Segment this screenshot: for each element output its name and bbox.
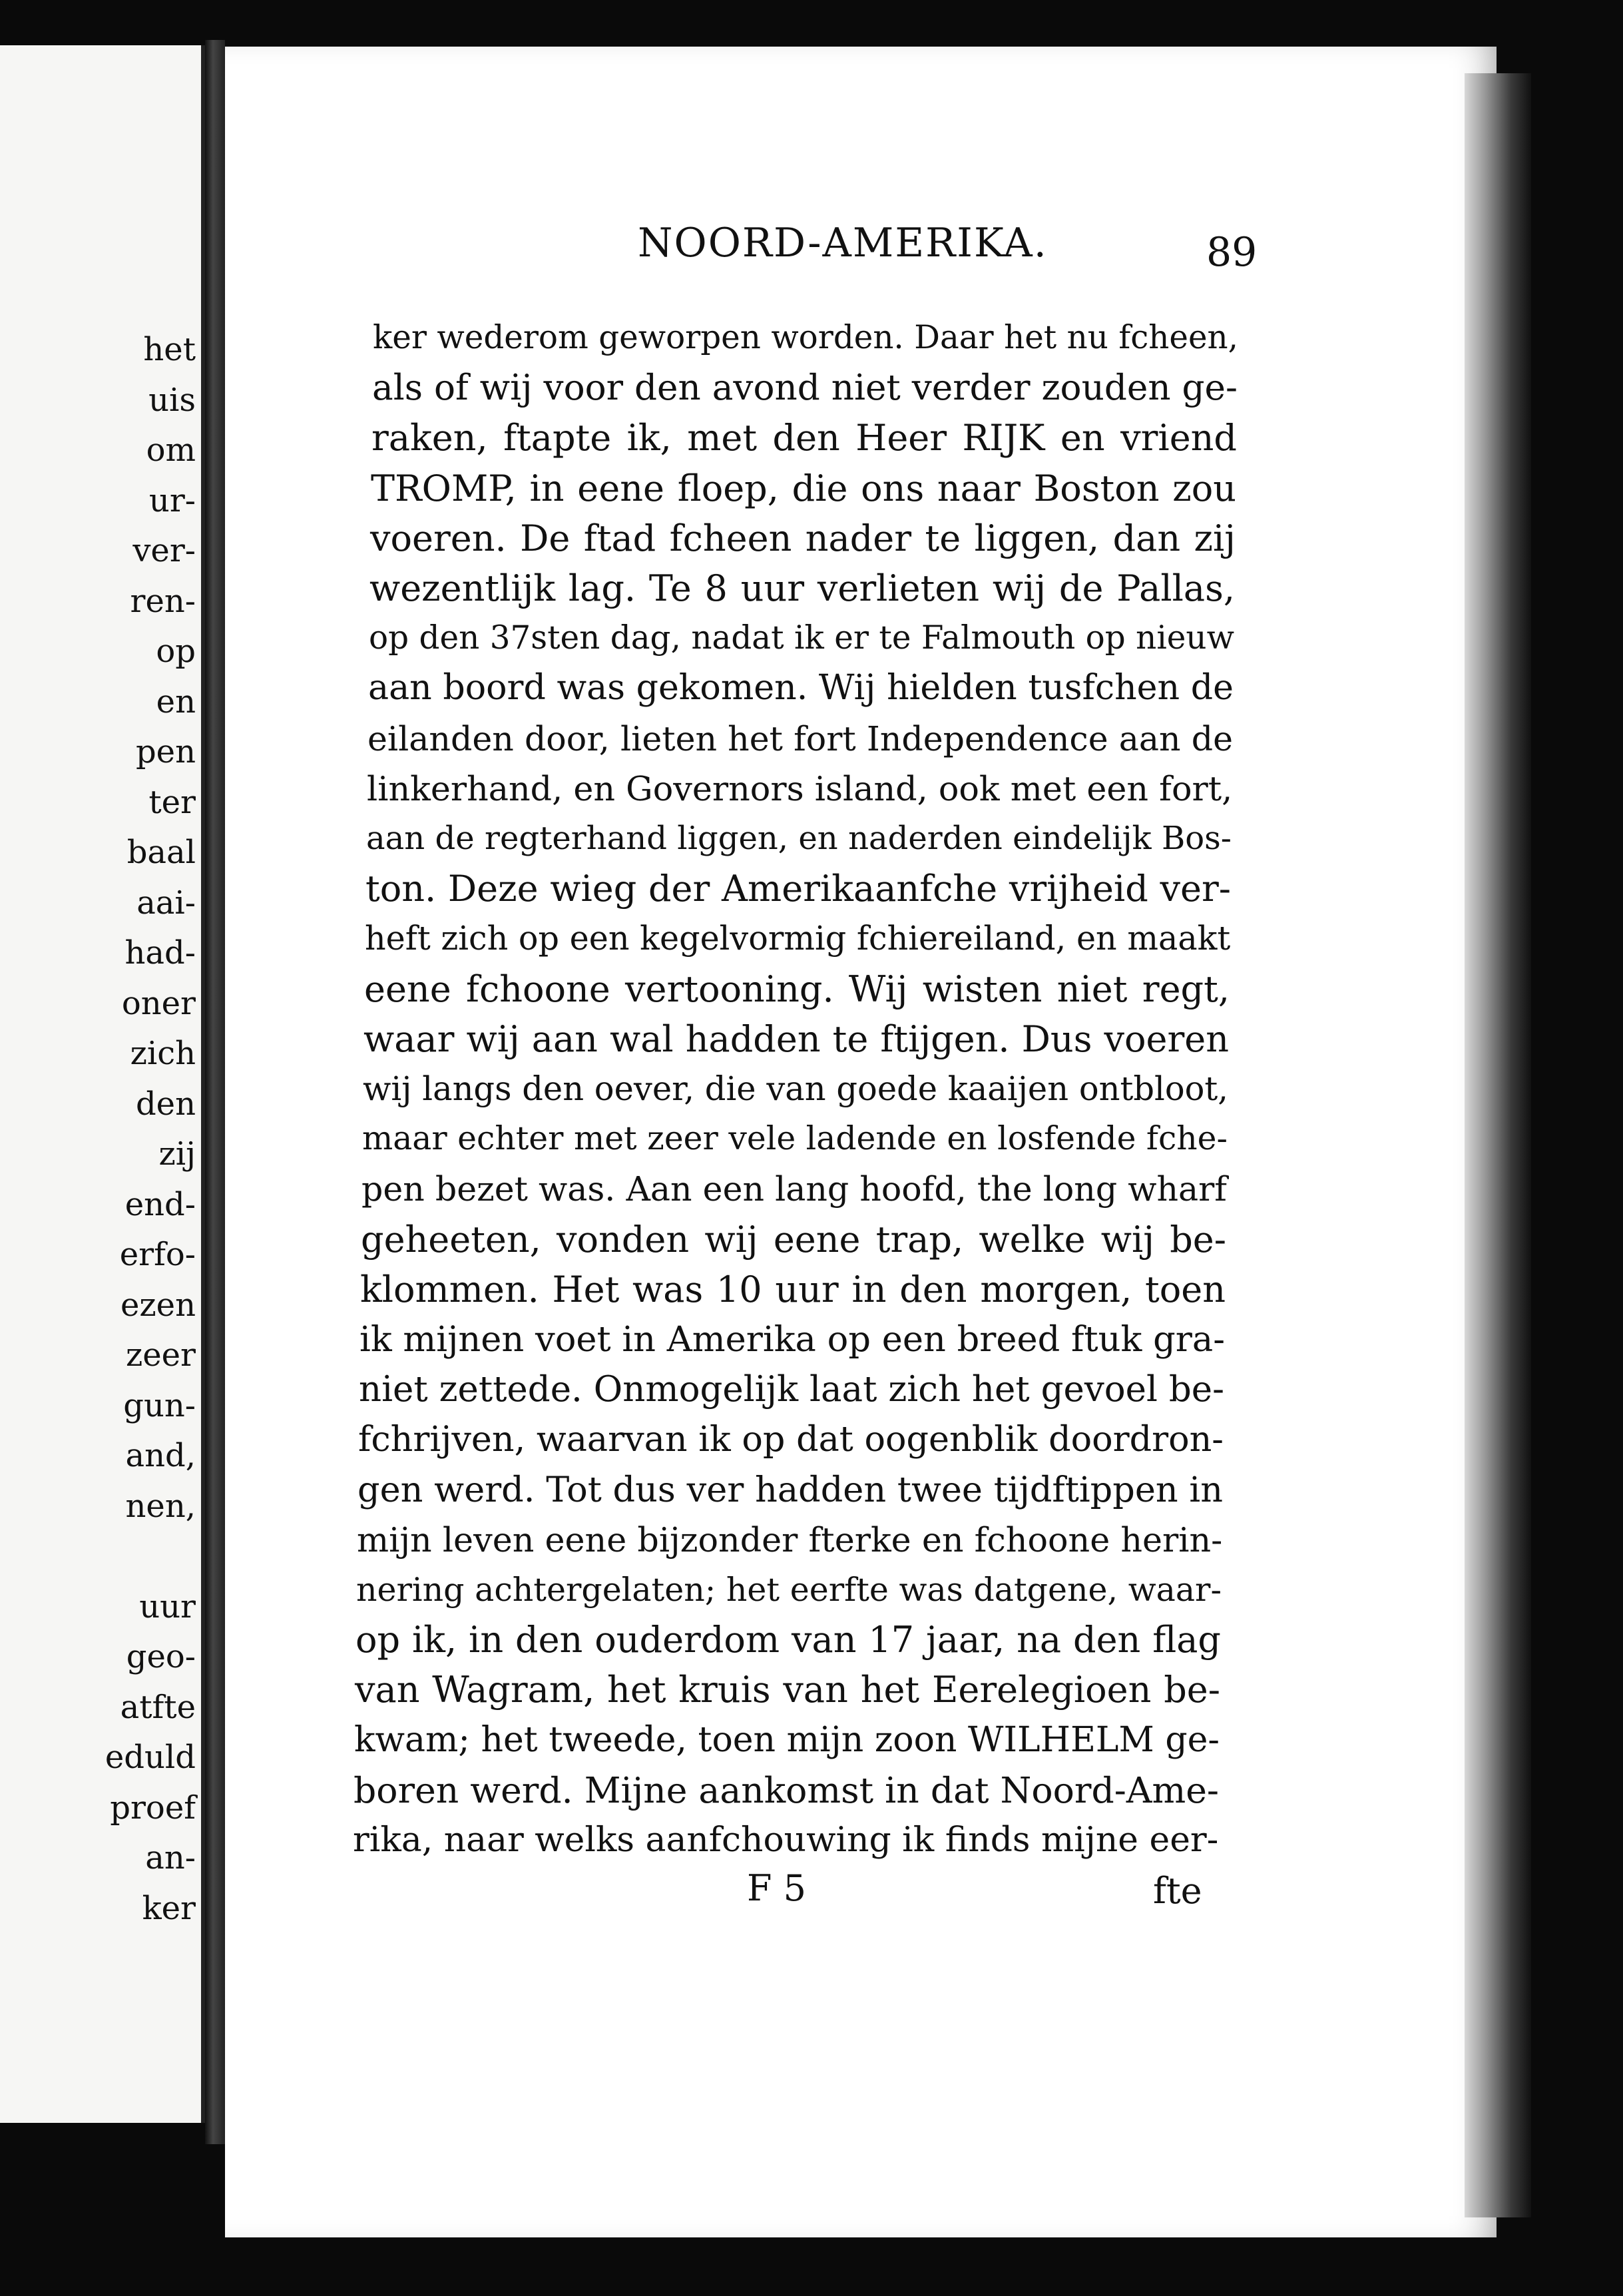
left-page-fragment: had- — [124, 934, 196, 972]
text-line: eene fchoone vertooning. Wij wisten niet regt, — [364, 968, 1230, 1010]
text-line: op ik, in den ouderdom van 17 jaar, na den flag — [355, 1619, 1221, 1661]
book-gutter — [205, 40, 225, 2144]
text-line: boren werd. Mijne aankomst in dat Noord-Ame- — [353, 1769, 1219, 1811]
left-page-fragment: proef — [110, 1789, 196, 1827]
left-page-fragment: ezen — [120, 1286, 196, 1324]
left-page-fragment: om — [146, 431, 196, 469]
text-line: gen werd. Tot dus ver hadden twee tijdftippen in — [357, 1469, 1223, 1510]
text-line: wezentlijk lag. Te 8 uur verlieten wij de Pallas, — [369, 567, 1235, 610]
left-page-fragment: het — [143, 331, 196, 368]
left-page — [0, 45, 205, 2123]
text-line: rika, naar welks aanfchouwing ik finds mijne eer- — [353, 1820, 1219, 1861]
left-page-fragment: end- — [124, 1185, 196, 1223]
text-line: ker wederom geworpen worden. Daar het nu fcheen, — [373, 319, 1238, 356]
text-line: maar echter met zeer vele ladende en losfende fche- — [362, 1120, 1228, 1158]
left-page-fragment: zich — [130, 1035, 196, 1072]
left-page-fragment: eduld — [105, 1739, 196, 1776]
text-line: nering achtergelaten; het eerfte was datgene, waar- — [356, 1571, 1222, 1609]
left-page-fragment: baal — [126, 834, 196, 871]
running-head: NOORD-AMERIKA. — [638, 220, 1048, 266]
left-page-fragment: atfte — [120, 1688, 196, 1726]
text-line: linkerhand, en Governors island, ook met een fort, — [367, 768, 1233, 808]
left-page-fragment: gun- — [123, 1386, 196, 1424]
page-number: 89 — [1206, 229, 1258, 276]
left-page-fragment: ren- — [130, 582, 196, 620]
text-line: als of wij voor den avond niet verder zouden ge- — [372, 367, 1238, 409]
text-line: mijn leven eene bijzonder fterke en fchoone herin- — [357, 1520, 1223, 1560]
signature-mark: F 5 — [747, 1867, 806, 1909]
text-line: aan boord was gekomen. Wij hielden tusfchen de — [368, 668, 1234, 709]
left-page-fragment: ker — [142, 1889, 196, 1927]
left-page-fragment: den — [135, 1085, 196, 1123]
text-line: geheeten, vonden wij eene trap, welke wij be- — [361, 1218, 1226, 1261]
left-page-fragment: op — [156, 633, 196, 670]
text-line: waar wij aan wal hadden te ftijgen. Dus voeren — [363, 1017, 1229, 1060]
text-line: ik mijnen voet in Amerika op een breed ftuk gra- — [359, 1319, 1225, 1360]
left-page-fragment: uis — [148, 381, 196, 419]
text-line: raken, ftapte ik, met den Heer RIJK en vriend — [371, 417, 1237, 459]
left-page-fragment: aai- — [136, 884, 196, 922]
text-line: pen bezet was. Aan een lang hoofd, the long wharf — [361, 1169, 1227, 1209]
text-line: ton. Deze wieg der Amerikaanfche vrijheid ver- — [365, 868, 1231, 910]
left-page-fragment: ver- — [132, 532, 196, 569]
left-page-fragment: erfo- — [119, 1236, 196, 1273]
left-page-fragment: en — [156, 683, 196, 720]
left-page-fragment: zeer — [125, 1336, 196, 1374]
text-line: eilanden door, lieten het fort Independence aan de — [367, 718, 1233, 758]
left-page-fragment: oner — [121, 984, 196, 1022]
catchword: fte — [1153, 1870, 1202, 1912]
text-line: wij langs den oever, die van goede kaaijen ontbloot, — [363, 1069, 1228, 1109]
text-line: klommen. Het was 10 uur in den morgen, toen — [360, 1268, 1226, 1310]
text-line: TROMP, in eene floep, die ons naar Boston zou — [371, 467, 1236, 509]
left-page-fragment: ur- — [148, 481, 196, 519]
left-page-fragment: and, — [125, 1437, 196, 1474]
left-page-fragment: zij — [158, 1135, 196, 1173]
left-page-fragment: an- — [145, 1839, 196, 1876]
text-line: kwam; het tweede, toen mijn zoon WILHELM ge- — [354, 1719, 1220, 1760]
page-edge-shadow — [1465, 73, 1531, 2217]
left-page-fragment: uur — [139, 1587, 196, 1625]
left-page-fragment: pen — [135, 733, 196, 770]
left-page-fragment: geo- — [126, 1638, 196, 1675]
left-page-fragment: ter — [148, 783, 196, 821]
text-line: op den 37sten dag, nadat ik er te Falmouth op nieuw — [369, 619, 1234, 657]
body-text — [353, 313, 1238, 1865]
text-line: fchrijven, waarvan ik op dat oogenblik doordron- — [358, 1419, 1224, 1460]
text-line: van Wagram, het kruis van het Eerelegioen be- — [355, 1669, 1220, 1711]
left-page-fragment: nen, — [125, 1487, 196, 1525]
text-line: niet zettede. Onmogelijk laat zich het gevoel be- — [359, 1369, 1224, 1410]
text-line: heft zich op een kegelvormig fchiereiland, en maakt — [365, 919, 1231, 958]
text-line: aan de regterhand liggen, en naderden eindelijk Bos- — [366, 820, 1232, 858]
text-line: voeren. De ftad fcheen nader te liggen, dan zij — [370, 517, 1236, 559]
